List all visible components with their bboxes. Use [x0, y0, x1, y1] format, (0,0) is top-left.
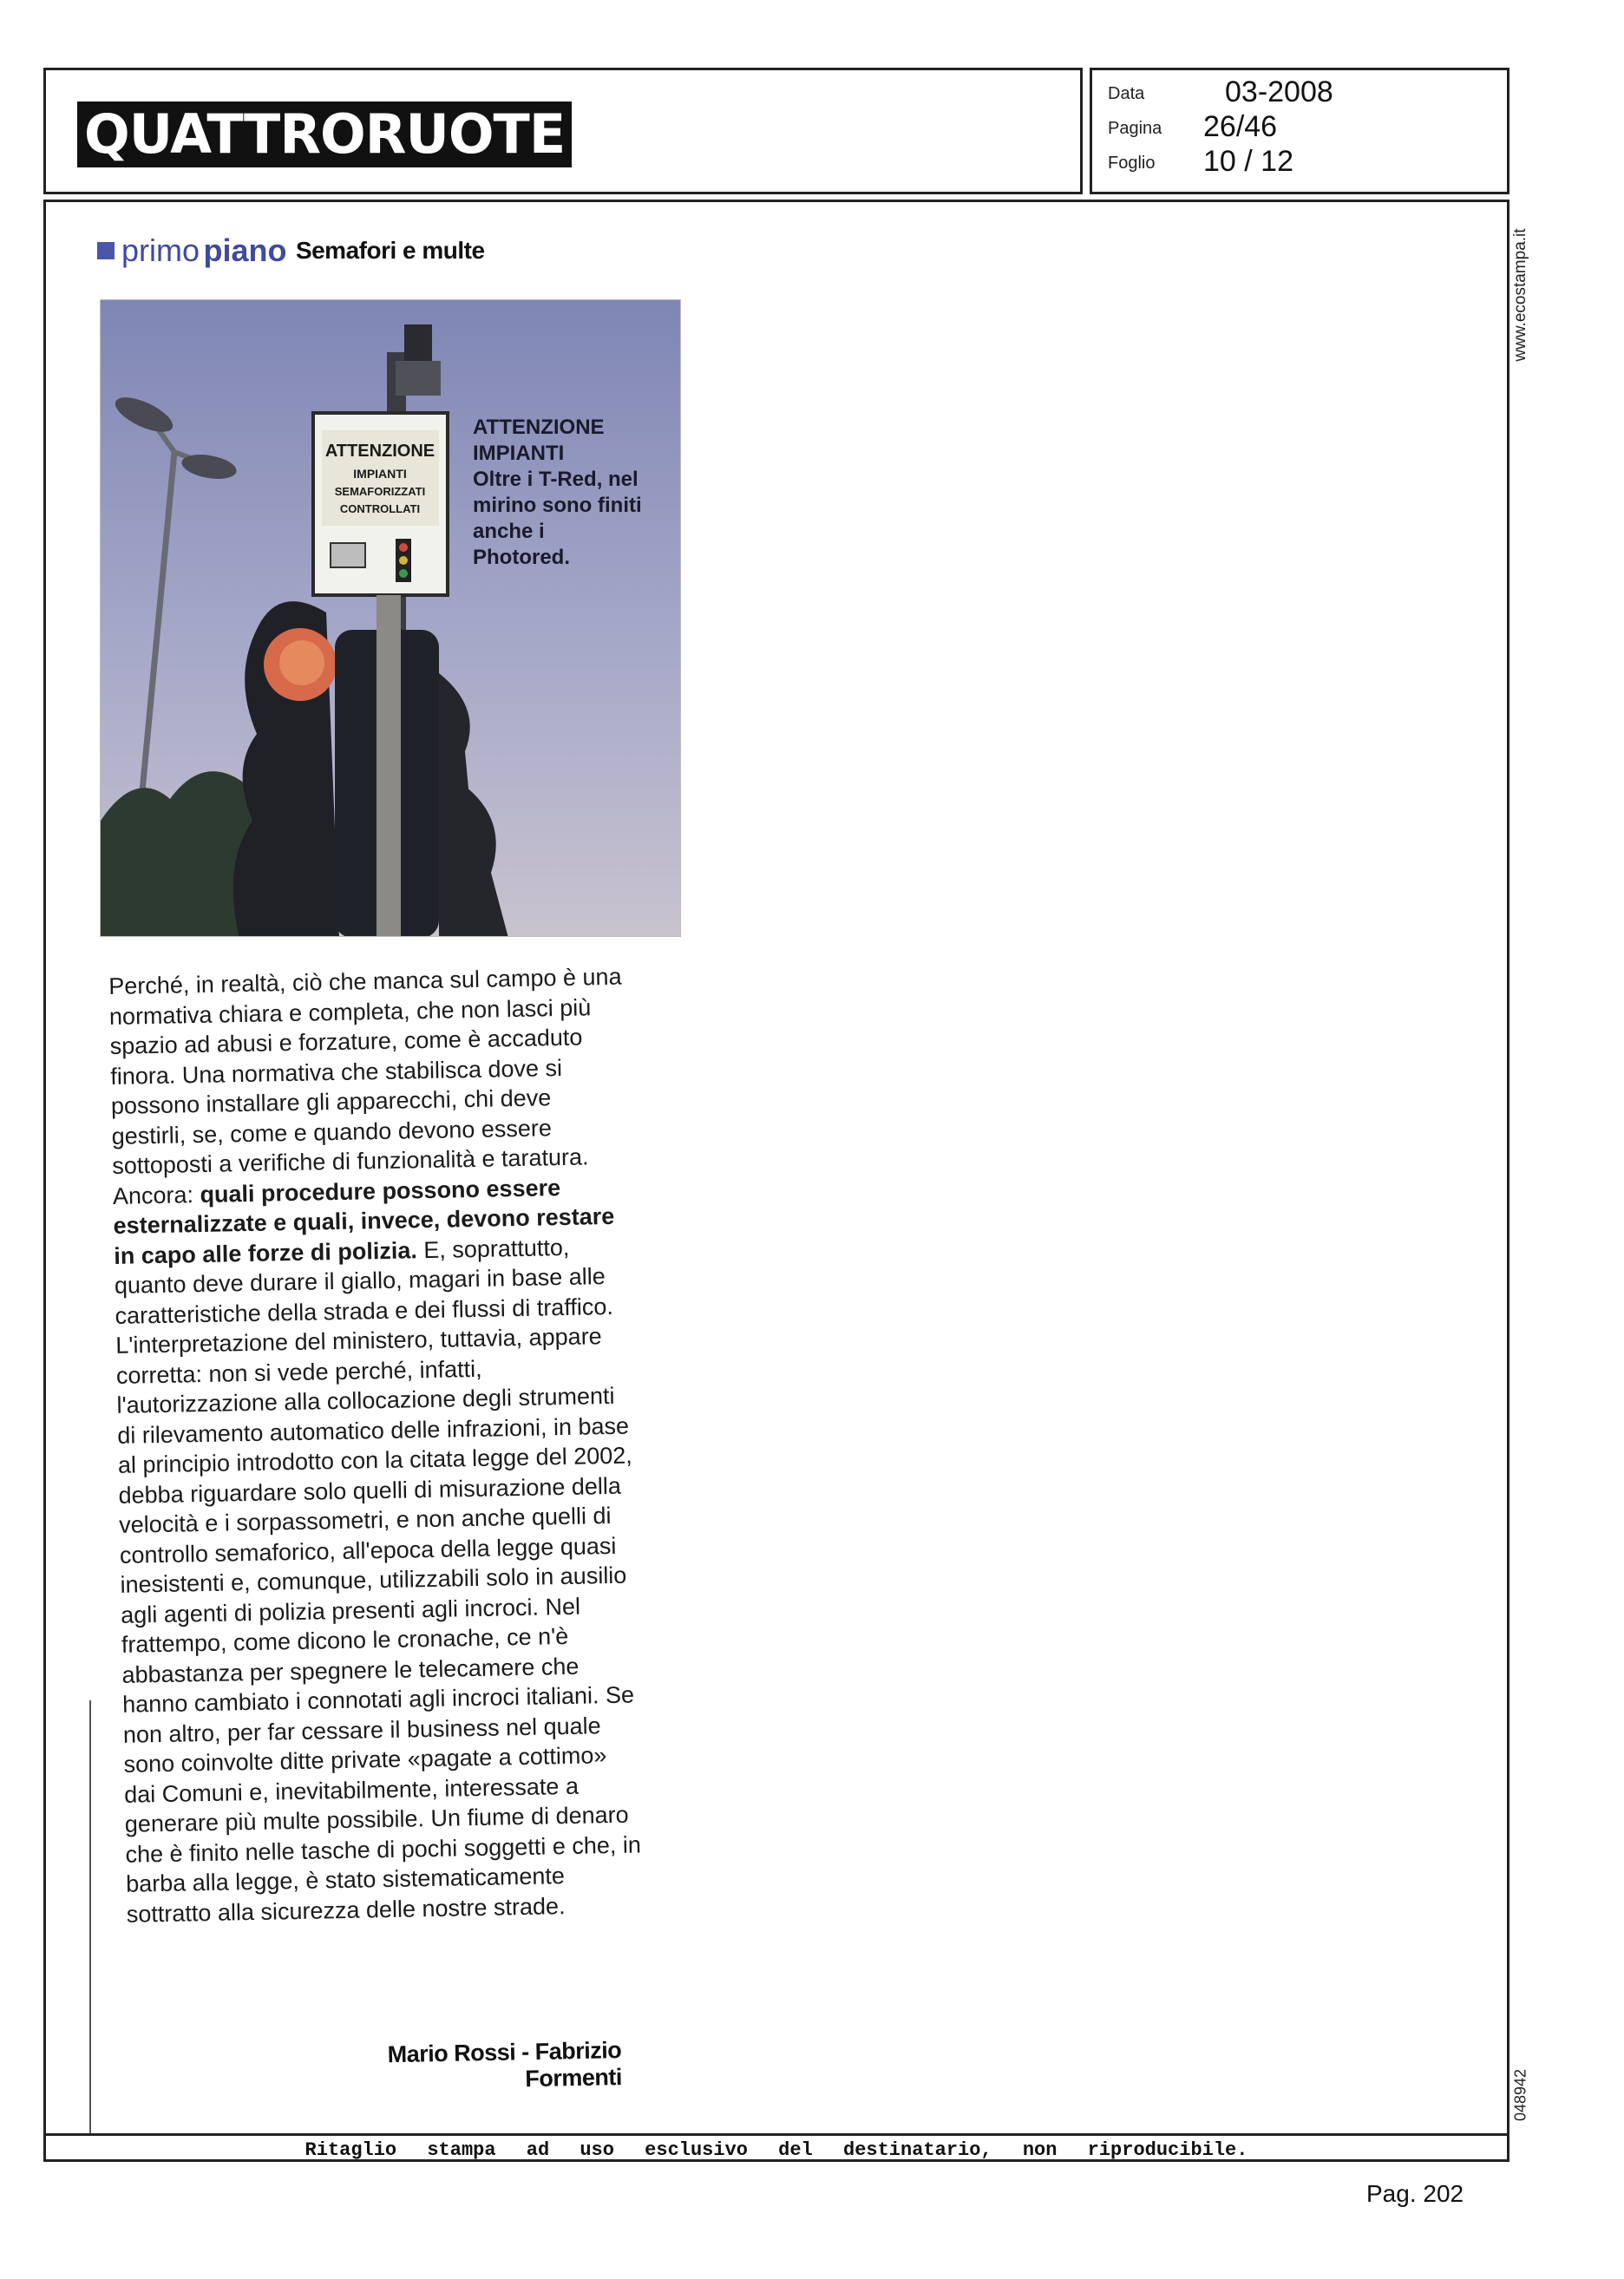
article-text-part1: Perché, in realtà, ciò che manca sul campo è una normativa chiara e completa, che non lasci più spazio ad abusi e forzature, come è accaduto finora. Una normativa che stabilisca dove si possono installare gli apparecchi, chi deve gestirli, se, come e quando devono essere sottoposti a verifiche di funzionalità e taratura. Ancora:	[108, 963, 622, 1209]
caption-title: ATTENZIONE IMPIANTI	[473, 416, 605, 465]
sheet-value: 10 / 12	[1203, 145, 1293, 178]
article-text-bold: quali procedure possono essere esternalizzate e quali, invece, devono restare in capo alle forze di polizia.	[113, 1174, 615, 1269]
quattroruote-logo: QUATTRORUOTE	[77, 102, 572, 167]
masthead-box	[43, 68, 1083, 194]
sheet-row	[1108, 145, 1490, 180]
ecostampa-url	[1508, 208, 1534, 382]
section-square-icon	[97, 242, 115, 259]
section-heading	[97, 232, 485, 269]
sign-line: CONTROLLATI	[339, 502, 421, 515]
traffic-light-illustration	[101, 300, 681, 937]
column-divider	[89, 1700, 91, 2134]
date-row	[1108, 75, 1490, 110]
ecostampa-url-text: www.ecostampa.it	[1511, 228, 1529, 362]
article-body	[108, 961, 647, 1929]
article-text-part2: E, soprattutto, quanto deve durare il giallo, magari in base alle caratteristiche della strada e dei flussi di traffico. L'interpretazione del ministero, tuttavia, appare corretta: non si vede perché, infatti, l'autorizzazione alla collocazione degli strumenti di rilevamento automatico delle infrazioni, in base al principio introdotto con la citata legge del 2002, debba riguardare solo quelli di misurazione della velocità e i sorpassometri, e non anche quelli di controllo semaforico, all'epoca della legge quasi inesistenti e, comunque, utilizzabili solo in ausilio agli agenti di polizia presenti agli incroci. Nel frattempo, come dicono le cronache, ce n'è abbastanza per spegnere le telecamere che hanno cambiato i connotati agli incroci italiani. Se non altro, per far cessare il business nel quale sono coinvolte ditte private «pagate a cottimo» dai Comuni e, inevitabilmente, interessate a generare più multe possibile. Un fiume di denaro che è finito nelle tasche di pochi soggetti e che, in barba alla legge, è stato sistematicamente sottratto alla sicurezza delle nostre strade.	[114, 1234, 642, 1928]
clipping-code	[1508, 2060, 1534, 2130]
clipping-code-text: 048942	[1511, 2068, 1529, 2122]
photo-caption	[473, 415, 646, 571]
traffic-light-photo	[100, 299, 681, 937]
article-author: Mario Rossi - Fabrizio Formenti	[387, 2037, 623, 2092]
section-prefix-bold: piano	[203, 232, 287, 268]
page-value: 26/46	[1203, 110, 1278, 143]
section-prefix: primo	[121, 232, 200, 268]
page-label: Pagina	[1108, 119, 1162, 138]
date-value: 03-2008	[1225, 75, 1333, 108]
sign-line: IMPIANTI	[353, 467, 407, 481]
page-row	[1108, 110, 1490, 145]
footer-bar	[43, 2133, 1509, 2162]
publication-meta	[1090, 68, 1509, 194]
caption-text: Oltre i T-Red, nel mirino sono finiti anche i Photored.	[473, 468, 642, 569]
page-number: Pag. 202	[1366, 2180, 1464, 2207]
section-topic: Semafori e multe	[295, 237, 485, 264]
footer-notice: Ritaglio stampa ad uso esclusivo del destinatario, non riproducibile.	[304, 2139, 1248, 2161]
sign-line: ATTENZIONE	[324, 442, 435, 461]
sheet-label: Foglio	[1108, 154, 1156, 173]
article-paragraph	[108, 961, 647, 1929]
date-label: Data	[1108, 84, 1145, 103]
sign-line: SEMAFORIZZATI	[334, 485, 426, 498]
